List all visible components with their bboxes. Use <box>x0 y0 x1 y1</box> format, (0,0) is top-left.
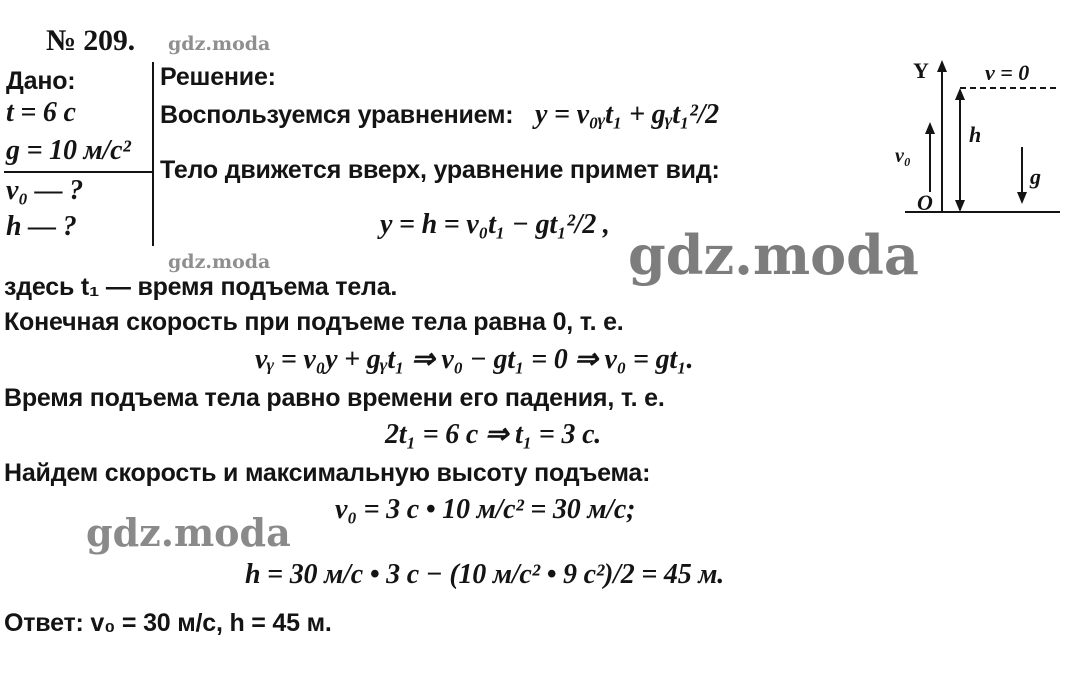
axis-y-label: Y <box>913 58 929 83</box>
equation-v0-value: v₀ = 3 с • 10 м/с² = 30 м/с; <box>335 494 636 525</box>
height-arrowhead-top <box>955 88 965 100</box>
solution-title: Решение: <box>160 63 276 91</box>
watermark-small-mid: gdz.moda <box>168 251 271 273</box>
equation-intro: Воспользуемся уравнением: <box>160 101 514 129</box>
height-arrowhead-bottom <box>955 200 965 212</box>
top-velocity-label: v = 0 <box>985 60 1030 85</box>
equation-time: 2t₁ = 6 с ⇒ t₁ = 3 с. <box>385 419 602 450</box>
height-label: h <box>969 122 982 147</box>
final-speed-text: Конечная скорость при подъеме тела равна 0, т. е. <box>4 308 624 336</box>
given-line-gravity: g = 10 м/с² <box>6 135 131 166</box>
given-separator <box>152 62 154 246</box>
unknown-h: h — ? <box>6 211 77 242</box>
watermark-large-right: gdz.moda <box>628 223 919 287</box>
watermark-large-left: gdz.moda <box>86 510 291 555</box>
answer: Ответ: v₀ = 30 м/с, h = 45 м. <box>4 609 332 637</box>
unknown-v0: v₀ — ? <box>6 175 83 206</box>
equation-height: y = h = v₀t₁ − gt₁²/2 , <box>380 209 610 240</box>
motion-diagram <box>895 52 1065 222</box>
watermark-small-top: gdz.moda <box>168 33 271 55</box>
g-label: g <box>1030 164 1041 189</box>
g-arrowhead <box>1017 192 1027 204</box>
rise-fall-text: Время подъема тела равно времени его падения, т. е. <box>4 384 665 412</box>
y-axis-arrowhead <box>937 60 947 72</box>
rise-time-text: здесь t₁ — время подъема тела. <box>4 273 398 301</box>
find-text: Найдем скорость и максимальную высоту подъема: <box>4 459 651 487</box>
equation-h-value: h = 30 м/с • 3 с − (10 м/с² • 9 с²)/2 = 45 м. <box>245 559 725 590</box>
given-divider <box>4 171 154 173</box>
given-line-time: t = 6 с <box>6 97 76 128</box>
equation-velocity: vᵧ = v₀y + gᵧt₁ ⇒ v₀ − gt₁ = 0 ⇒ v₀ = gt₁. <box>255 344 694 375</box>
equation-general: y = v₀ᵧt₁ + gᵧt₁²/2 <box>535 99 719 130</box>
v0-label: v₀ <box>895 145 911 167</box>
problem-number: № 209. <box>46 24 135 57</box>
motion-up-text: Тело движется вверх, уравнение примет вид: <box>160 156 720 184</box>
v0-arrowhead <box>925 122 935 134</box>
given-title: Дано: <box>6 67 76 95</box>
origin-label: O <box>917 190 933 215</box>
